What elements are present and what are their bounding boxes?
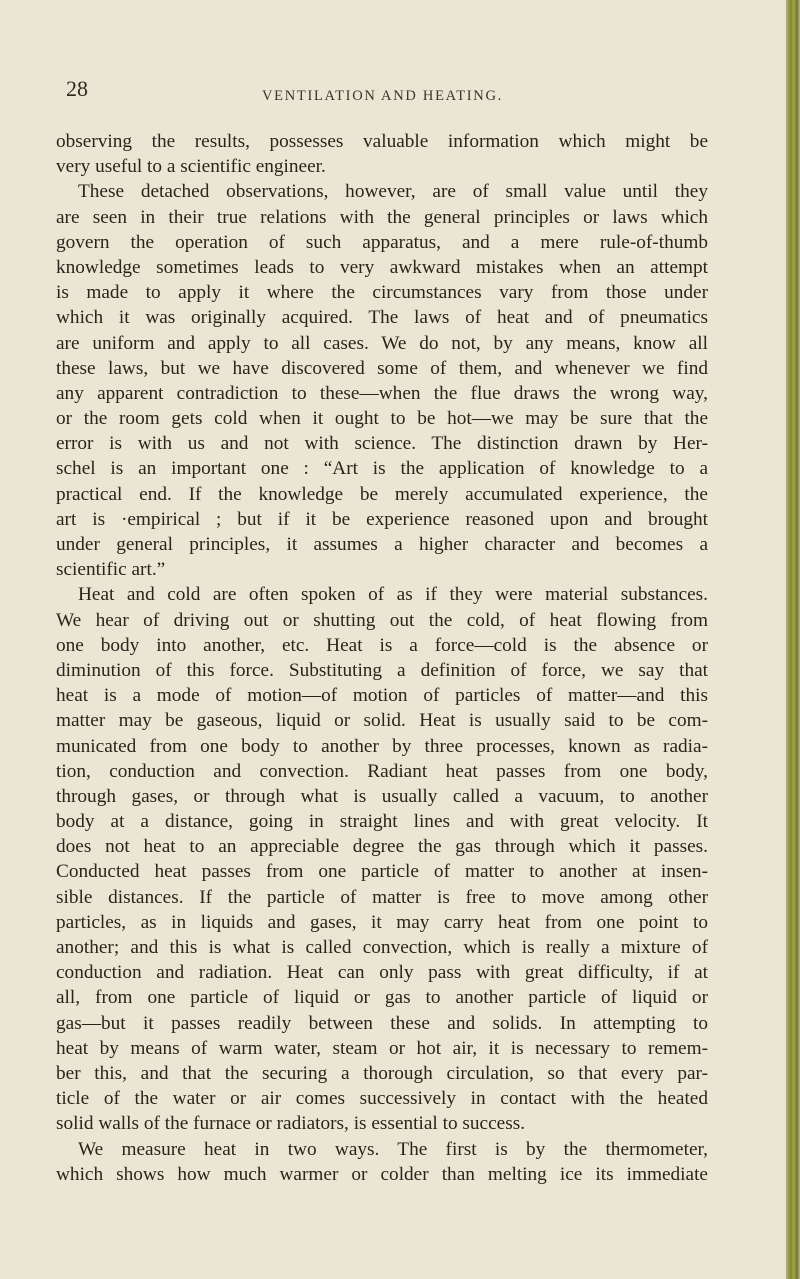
text-line: are seen in their true relations with the general principles or laws which (56, 206, 708, 228)
text-line: We hear of driving out or shutting out the cold, of heat flowing from (56, 609, 708, 631)
text-line: any apparent contradiction to these—when the flue draws the wrong way, (56, 382, 708, 404)
text-line: tion, conduction and convection. Radiant heat passes from one body, (56, 760, 708, 782)
text-line: are uniform and apply to all cases. We do not, by any means, know all (56, 332, 708, 354)
text-line: schel is an important one : “Art is the application of knowledge to a (56, 458, 708, 480)
text-line: We measure heat in two ways. The first is by the thermometer, (78, 1138, 708, 1160)
text-line: ticle of the water or air comes successively in contact with the heated (56, 1088, 708, 1110)
text-line: gas—but it passes readily between these and solids. In attempting to (56, 1012, 708, 1034)
text-line: sible distances. If the particle of matter is free to move among other (56, 886, 708, 908)
text-line: municated from one body to another by three processes, known as radia- (56, 735, 708, 757)
body-text (56, 129, 708, 1187)
text-line: ber this, and that the securing a thorough circulation, so that every par- (56, 1062, 708, 1084)
text-line: Heat and cold are often spoken of as if they were material substances. (78, 584, 708, 606)
text-line: all, from one particle of liquid or gas to another particle of liquid or (56, 987, 708, 1009)
text-line: observing the results, possesses valuable information which might be (56, 131, 708, 152)
page-number: 28 (66, 76, 88, 101)
text-line: another; and this is what is called convection, which is really a mixture of (56, 937, 708, 958)
text-line: particles, as in liquids and gases, it may carry heat from one point to (56, 911, 708, 933)
text-line: practical end. If the knowledge be merely accumulated experience, the (56, 483, 708, 505)
text-line: these laws, but we have discovered some of them, and whenever we find (56, 357, 708, 379)
text-line: solid walls of the furnace or radiators, is essential to success. (56, 1113, 526, 1135)
text-line: matter may be gaseous, liquid or solid. Heat is usually said to be com- (56, 710, 708, 732)
text-line: heat by means of warm water, steam or hot air, it is necessary to remem- (56, 1037, 708, 1059)
text-line: heat is a mode of motion—of motion of particles of matter—and this (56, 685, 708, 707)
text-line: error is with us and not with science. The distinction drawn by Her- (56, 433, 708, 455)
text-line: scientific art.” (56, 559, 166, 581)
text-line: art is ·empirical ; but if it be experience reasoned upon and brought (56, 508, 708, 530)
text-line: through gases, or through what is usually called a vacuum, to another (56, 785, 708, 807)
running-head: VENTILATION AND HEATING. (262, 88, 503, 104)
text-line: knowledge sometimes leads to very awkward mistakes when an attempt (56, 256, 708, 278)
text-line: body at a distance, going in straight lines and with great velocity. It (56, 811, 708, 833)
text-line: govern the operation of such apparatus, and a mere rule-of-thumb (56, 231, 708, 253)
text-line: Conducted heat passes from one particle of matter to another at insen- (56, 861, 708, 883)
text-line: diminution of this force. Substituting a definition of force, we say that (56, 659, 708, 681)
text-line: conduction and radiation. Heat can only pass with great difficulty, if at (56, 962, 708, 984)
text-line: one body into another, etc. Heat is a force—cold is the absence or (56, 634, 708, 656)
text-line: very useful to a scientific engineer. (56, 156, 326, 178)
text-line: under general principles, it assumes a higher character and becomes a (56, 534, 708, 555)
text-line: does not heat to an appreciable degree the gas through which it passes. (56, 836, 708, 858)
text-line: These detached observations, however, are of small value until they (78, 181, 708, 203)
page-binding-edge (786, 0, 800, 1279)
text-line: or the room gets cold when it ought to be hot—we may be sure that the (56, 408, 708, 430)
text-line: which it was originally acquired. The laws of heat and of pneumatics (56, 307, 708, 329)
text-line: which shows how much warmer or colder than melting ice its immediate (56, 1163, 708, 1185)
text-line: is made to apply it where the circumstances vary from those under (56, 282, 708, 304)
